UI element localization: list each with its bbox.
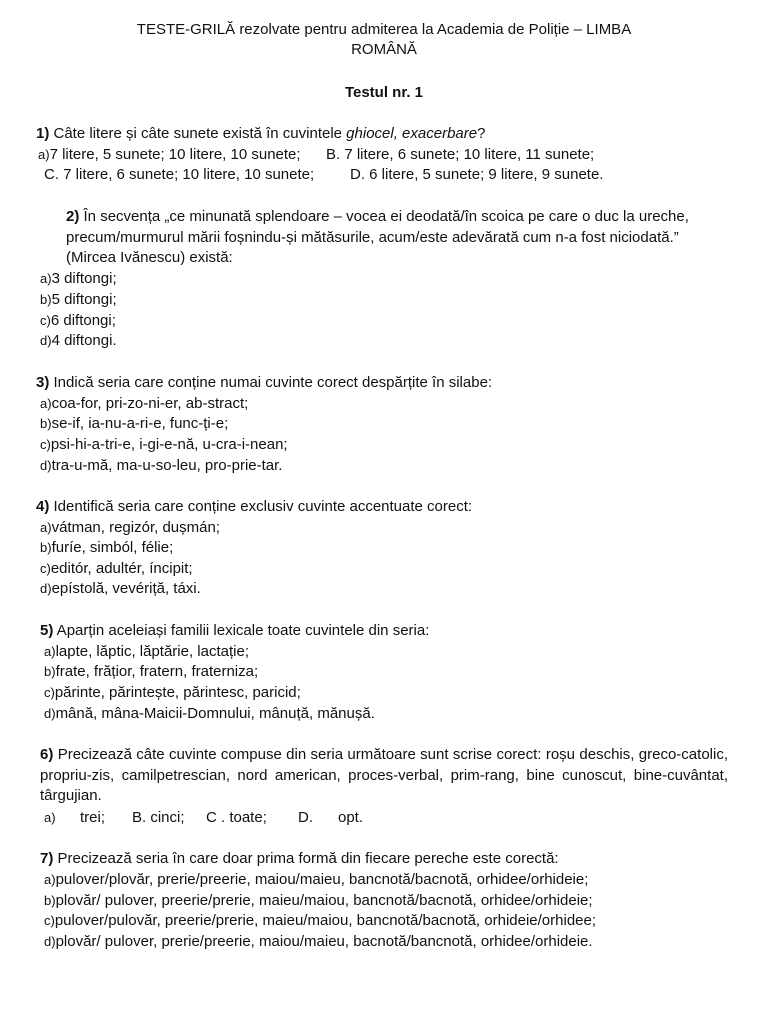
option-marker: a) bbox=[40, 271, 52, 286]
option-marker: a) bbox=[44, 872, 56, 887]
option-marker: a) bbox=[44, 810, 56, 825]
option-marker: a) bbox=[40, 520, 52, 535]
option-text: 3 diftongi; bbox=[51, 270, 117, 287]
q1-option-c: C. 7 litere, 6 sunete; 10 litere, 10 sunete; bbox=[44, 166, 315, 183]
option-text: 5 diftongi; bbox=[51, 291, 117, 308]
option-marker: a) bbox=[44, 644, 56, 659]
question-2-line3: (Mircea Ivănescu) există: bbox=[66, 249, 233, 266]
test-title: Testul nr. 1 bbox=[344, 84, 424, 101]
option-marker: d) bbox=[40, 333, 52, 348]
option-marker: b) bbox=[40, 540, 52, 555]
question-text: Câte litere și câte sunete există în cuvintele bbox=[49, 125, 347, 142]
option-marker: d) bbox=[40, 581, 52, 596]
q1-option-b: B. 7 litere, 6 sunete; 10 litere, 11 sunete; bbox=[326, 146, 595, 163]
q5-option-b bbox=[44, 662, 258, 682]
question-text: Precizează seria în care doar prima formă din fiecare pereche este corectă: bbox=[53, 850, 559, 867]
q4-option-c bbox=[40, 559, 193, 579]
question-number: 1) bbox=[36, 125, 50, 142]
option-text: mână, mâna-Maicii-Domnului, mânuță, mănușă. bbox=[55, 705, 375, 722]
option-text: pulover/pulovăr, preerie/prerie, maieu/maiou, bancnotă/bacnotă, orhideie/orhidee; bbox=[54, 912, 597, 929]
q6-option-d-marker: D. bbox=[298, 809, 313, 826]
option-text: frate, frățior, fratern, fraterniza; bbox=[55, 663, 259, 680]
option-text: lapte, lăptic, lăptărie, lactație; bbox=[55, 643, 250, 660]
q4-option-a bbox=[40, 518, 220, 538]
question-2 bbox=[66, 207, 689, 227]
option-text: coa-for, pri-zo-ni-er, ab-stract; bbox=[51, 395, 249, 412]
option-text: furíe, simból, félie; bbox=[51, 539, 174, 556]
question-text: În secvența „ce minunată splendoare – vocea ei deodată/în scoica pe care o duc la ureche, bbox=[79, 208, 689, 225]
q2-option-b bbox=[40, 290, 117, 310]
question-number: 7) bbox=[40, 850, 54, 867]
q5-option-d bbox=[44, 704, 375, 724]
option-text: se-if, ia-nu-a-ri-e, func-ți-e; bbox=[51, 415, 229, 432]
question-7 bbox=[40, 849, 559, 869]
q7-option-a bbox=[44, 870, 588, 890]
option-text: 4 diftongi. bbox=[51, 332, 117, 349]
option-text: tra-u-mă, ma-u-so-leu, pro-prie-tar. bbox=[51, 457, 283, 474]
q1-option-d: D. 6 litere, 5 sunete; 9 litere, 9 sunete. bbox=[350, 166, 604, 183]
option-marker: a) bbox=[38, 147, 50, 162]
question-5 bbox=[40, 621, 429, 641]
question-6 bbox=[40, 745, 728, 807]
q3-option-b bbox=[40, 414, 228, 434]
option-text: vátman, regizór, dușmán; bbox=[51, 519, 220, 536]
option-text: 6 diftongi; bbox=[50, 312, 116, 329]
q2-option-c bbox=[40, 311, 116, 331]
option-marker: c) bbox=[40, 437, 51, 452]
option-text: pulover/plovăr, prerie/preerie, maiou/maieu, bancnotă/bacnotă, orhidee/orhideie; bbox=[55, 871, 589, 888]
option-marker: b) bbox=[40, 292, 52, 307]
question-number: 3) bbox=[36, 374, 50, 391]
option-text: epístolă, vevériță, táxi. bbox=[51, 580, 201, 597]
option-marker: c) bbox=[40, 313, 51, 328]
option-marker: c) bbox=[44, 685, 55, 700]
question-1 bbox=[36, 124, 485, 144]
question-text: Indică seria care conține numai cuvinte corect despărțite în silabe: bbox=[49, 374, 493, 391]
q3-option-c bbox=[40, 435, 288, 455]
q2-option-d bbox=[40, 331, 117, 351]
q7-option-d bbox=[44, 932, 593, 952]
q5-option-c bbox=[44, 683, 301, 703]
question-italic-words: ghiocel, exacerbare bbox=[346, 125, 478, 142]
question-text: Identifică seria care conține exclusiv cuvinte accentuate corect: bbox=[49, 498, 473, 515]
q5-option-a bbox=[44, 642, 249, 662]
q6-option-b: B. cinci; bbox=[132, 809, 185, 826]
question-3 bbox=[36, 373, 492, 393]
option-marker: c) bbox=[40, 561, 51, 576]
question-number: 5) bbox=[40, 622, 54, 639]
option-text: plovăr/ pulover, prerie/preerie, maiou/maieu, bacnotă/bancnotă, orhidee/orhideie. bbox=[55, 933, 593, 950]
q4-option-b bbox=[40, 538, 173, 558]
document-title-line1: TESTE-GRILĂ rezolvate pentru admiterea la Academia de Poliție – LIMBA bbox=[136, 21, 632, 38]
question-text: Precizează câte cuvinte compuse din seria următoare sunt scrise corect: roșu deschis, greco-catolic, propriu-zis, camilpetrescian, nord american, proces-verbal, prim-rang, bine cunoscut, bine-cuvântat, târgujian. bbox=[40, 746, 728, 804]
q1-option-a bbox=[38, 145, 301, 165]
option-text: 7 litere, 5 sunete; 10 litere, 10 sunete; bbox=[49, 146, 301, 163]
q6-options bbox=[44, 808, 363, 828]
question-text-end: ? bbox=[477, 125, 486, 142]
question-number: 6) bbox=[40, 746, 54, 763]
q6-option-a: trei; bbox=[80, 809, 106, 826]
q2-option-a bbox=[40, 269, 117, 289]
option-marker: b) bbox=[44, 664, 56, 679]
option-marker: d) bbox=[40, 458, 52, 473]
q6-option-c: C . toate; bbox=[206, 809, 267, 826]
question-text: Aparțin aceleiași familii lexicale toate cuvintele din seria: bbox=[53, 622, 430, 639]
q4-option-d bbox=[40, 579, 201, 599]
option-marker: b) bbox=[44, 893, 56, 908]
q6-option-d: opt. bbox=[338, 809, 364, 826]
q7-option-b bbox=[44, 891, 593, 911]
option-marker: d) bbox=[44, 706, 56, 721]
q3-option-d bbox=[40, 456, 282, 476]
option-marker: a) bbox=[40, 396, 52, 411]
question-number: 2) bbox=[66, 208, 80, 225]
option-text: psi-hi-a-tri-e, i-gi-e-nă, u-cra-i-nean; bbox=[50, 436, 288, 453]
option-marker: b) bbox=[40, 416, 52, 431]
option-marker: d) bbox=[44, 934, 56, 949]
q7-option-c bbox=[44, 911, 596, 931]
option-marker: c) bbox=[44, 913, 55, 928]
document-title-line2: ROMÂNĂ bbox=[351, 41, 417, 58]
question-number: 4) bbox=[36, 498, 50, 515]
question-2-line2: precum/murmurul mării foșnindu-și mătăsurile, acum/este adevărată cum n-a fost niciodată.” bbox=[66, 229, 679, 246]
option-text: editór, adultér, íncipit; bbox=[50, 560, 193, 577]
option-text: plovăr/ pulover, preerie/prerie, maieu/maiou, bancnotă/bacnotă, orhidee/orhideie; bbox=[55, 892, 593, 909]
question-4 bbox=[36, 497, 472, 517]
option-text: părinte, părintește, părintesc, paricid; bbox=[54, 684, 301, 701]
q3-option-a bbox=[40, 394, 248, 414]
